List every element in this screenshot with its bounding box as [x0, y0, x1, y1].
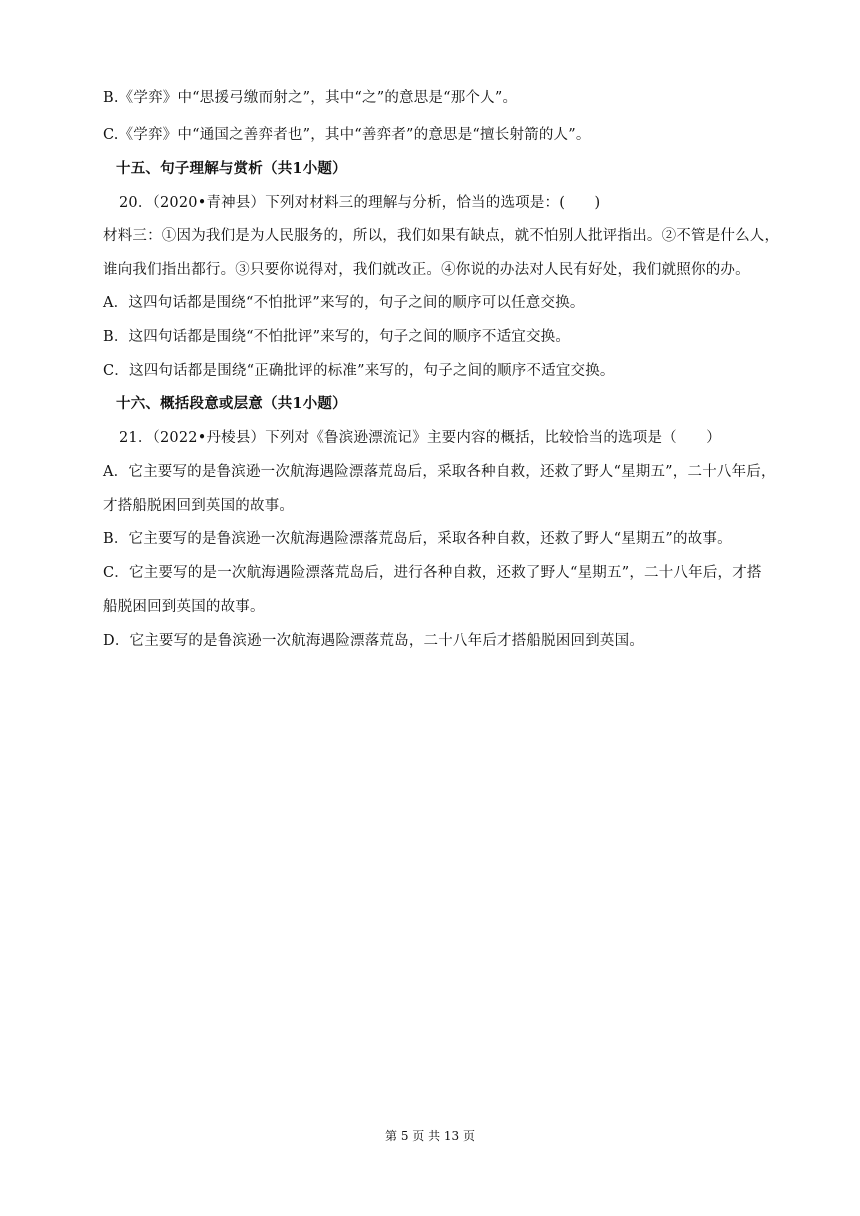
q21-option-d: D．它主要写的是鲁滨逊一次航海遇险漂落荒岛，二十八年后才搭船脱困回到英国。 [103, 633, 645, 649]
q21-option-c-line-1: C．它主要写的是一次航海遇险漂落荒岛后，进行各种自救，还救了野人“星期五”，二十八年后，才搭 [103, 565, 762, 581]
q20-option-c: C．这四句话都是围绕“正确批评的标准”来写的，句子之间的顺序不适宜交换。 [103, 363, 615, 379]
q20-option-b: B．这四句话都是围绕“不怕批评”来写的，句子之间的顺序不适宜交换。 [103, 329, 571, 345]
material-3-line-2: 谁向我们指出都行。③只要你说得对，我们就改正。④你说的办法对人民有好处，我们就照你的办。 [103, 262, 750, 278]
q21-option-c-line-2: 船脱困回到英国的故事。 [103, 599, 265, 615]
page-footer: 第 5 页 共 13 页 [385, 1129, 475, 1143]
option-b-xueyi: B.《学弈》中“思援弓缴而射之”，其中“之”的意思是“那个人”。 [103, 90, 518, 106]
q20-option-a: A．这四句话都是围绕“不怕批评”来写的，句子之间的顺序可以任意交换。 [103, 295, 585, 311]
q21-option-a-line-1: A．它主要写的是鲁滨逊一次航海遇险漂落荒岛后，采取各种自救，还救了野人“星期五”，二十八年后， [103, 464, 776, 480]
q21-option-a-line-2: 才搭船脱困回到英国的故事。 [103, 498, 295, 514]
material-3-line-1: 材料三：①因为我们是为人民服务的，所以，我们如果有缺点，就不怕别人批评指出。②不管是什么人， [103, 228, 780, 244]
q21-option-b: B．它主要写的是鲁滨逊一次航海遇险漂落荒岛后，采取各种自救，还救了野人“星期五”的故事。 [103, 531, 732, 547]
option-c-xueyi: C.《学弈》中“通国之善弈者也”，其中“善弈者”的意思是“擅长射箭的人”。 [103, 127, 591, 143]
section-heading-15: 十五、句子理解与赏析（共1小题） [116, 160, 347, 177]
question-21: 21．（2022•丹棱县）下列对《鲁滨逊漂流记》主要内容的概括，比较恰当的选项是（ ） [119, 430, 721, 446]
section-heading-16: 十六、概括段意或层意（共1小题） [116, 395, 347, 412]
question-20: 20．（2020•青神县）下列对材料三的理解与分析，恰当的选项是：( ) [119, 195, 601, 211]
